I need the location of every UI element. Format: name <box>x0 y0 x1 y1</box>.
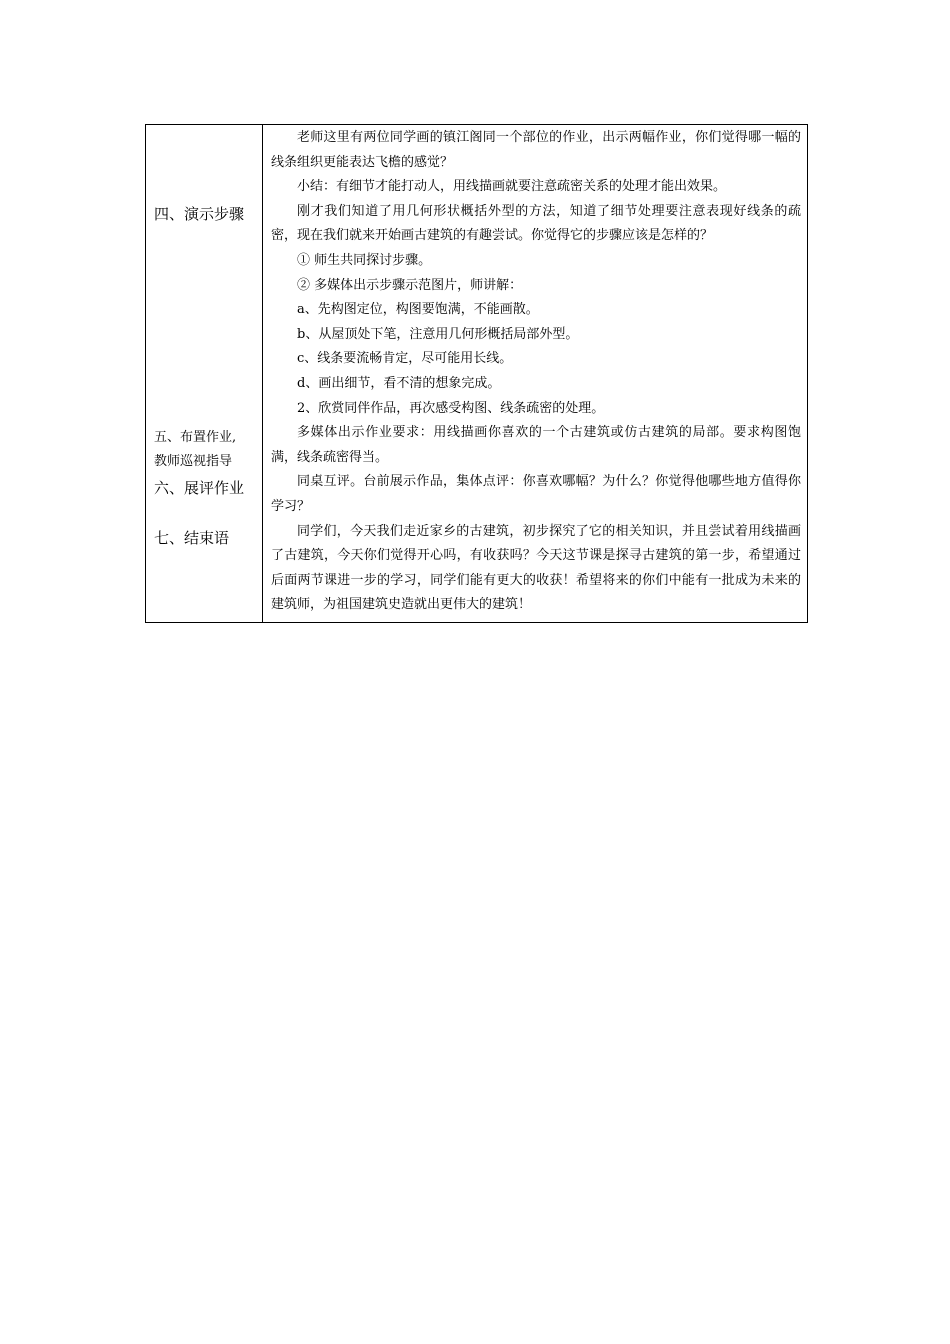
stage-label-demo-steps: 四、演示步骤 <box>154 205 245 223</box>
content-paragraph: ① 师生共同探讨步骤。 <box>297 252 432 268</box>
content-paragraph: c、线条要流畅肯定，尽可能用长线。 <box>297 351 513 367</box>
content-paragraph: b、从屋顶处下笔，注意用几何形概括局部外型。 <box>297 326 579 342</box>
content-paragraph: 多媒体出示作业要求：用线描画你喜欢的一个古建筑或仿古建筑的局部。要求构图饱满，线条疏密得当。 <box>271 425 801 465</box>
content-paragraph: 2、欣赏同伴作品，再次感受构图、线条疏密的处理。 <box>297 400 605 416</box>
table-row <box>146 125 808 623</box>
stage-label-closing: 七、结束语 <box>154 529 230 547</box>
content-paragraph: d、画出细节，看不清的想象完成。 <box>297 375 501 391</box>
stage-label-assign-homework: 五、布置作业, <box>154 430 237 445</box>
content-paragraph: a、先构图定位，构图要饱满，不能画散。 <box>297 302 539 318</box>
content-paragraph: 同学们，今天我们走近家乡的古建筑，初步探究了它的相关知识，并且尝试着用线描画了古建筑，今天你们觉得开心吗，有收获吗？今天这节课是探寻古建筑的第一步，希望通过后面两节课进一步的学习，同学们能有更大的收获！希望将来的你们中能有一批成为未来的建筑师，为祖国建筑史造就出更伟大的建筑！ <box>271 523 801 613</box>
content-paragraph: 小结：有细节才能打动人，用线描画就要注意疏密关系的处理才能出效果。 <box>297 179 727 195</box>
content-paragraph: 刚才我们知道了用几何形状概括外型的方法，知道了细节处理要注意表现好线条的疏密，现在我们就来开始画古建筑的有趣尝试。你觉得它的步骤应该是怎样的？ <box>271 203 801 244</box>
content-paragraph: 同桌互评。台前展示作品，集体点评：你喜欢哪幅？为什么？你觉得他哪些地方值得你学习？ <box>271 474 801 514</box>
lesson-plan-table <box>145 124 808 623</box>
content-column <box>263 125 808 623</box>
stage-column <box>146 125 263 623</box>
stage-label-teacher-guidance: 教师巡视指导 <box>154 454 233 469</box>
stage-label-review-homework: 六、展评作业 <box>154 479 245 497</box>
content-paragraph: ② 多媒体出示步骤示范图片，师讲解： <box>297 277 523 293</box>
content-paragraph: 老师这里有两位同学画的镇江阁同一个部位的作业，出示两幅作业，你们觉得哪一幅的线条组织更能表达飞檐的感觉？ <box>271 130 801 170</box>
